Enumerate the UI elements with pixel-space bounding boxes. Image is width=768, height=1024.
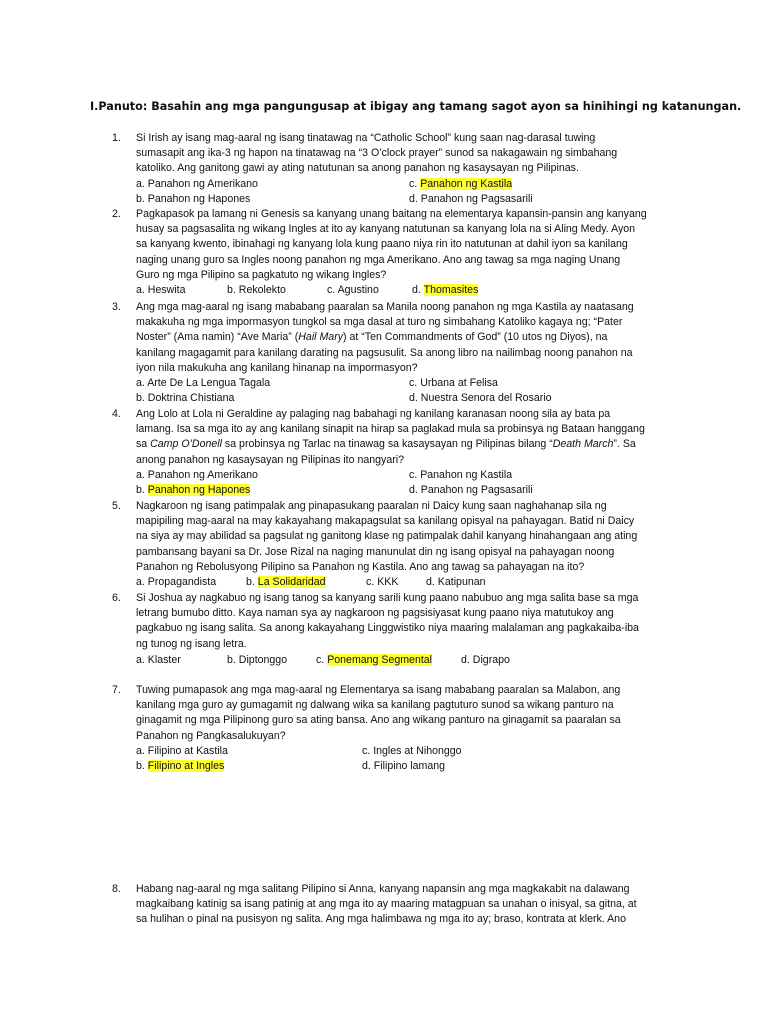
question-stem (136, 131, 692, 177)
option-d[interactable]: d. Filipino lamang (362, 760, 446, 772)
stem-line: lamang. Isa sa mga ito ay ang kanilang sinapit na hirap sa paglakad mula sa probinsya ng Bataan hanggang (136, 423, 645, 436)
stem-line: mapipiling mag-aaral na may kakayahang makapagsulat sa kanilang opisyal na pahayagan. Batid ni Daicy (136, 515, 635, 528)
stem-line: Ang Lolo at Lola ni Geraldine ay palaging nag babahagi ng kanilang karanasan noong sila ay bata pa (136, 408, 611, 420)
option-b[interactable]: b. La Solidaridad (246, 576, 326, 589)
answer-options (136, 376, 692, 406)
question-8 (112, 882, 692, 928)
answer-options (136, 283, 692, 298)
stem-line: Noster” (Ama namin) “Ave Maria” (Hail Mary) at “Ten Commandments of God” (10 utos ng Diyos), na (136, 331, 608, 344)
question-stem (136, 591, 692, 652)
stem-line: sa hulihan o pinal na pusisyon ng salita. Ang mga halimbawa ng mga ito ay; braso, kontrata at klerk. Ano (136, 913, 626, 926)
question-4 (112, 407, 692, 498)
stem-line: Habang nag-aaral ng mga salitang Pilipino si Anna, kanyang napansin ang mga magkakabit na dalawang (136, 883, 630, 895)
option-c[interactable]: c. Panahon ng Kastila (409, 468, 513, 481)
stem-line: sumasapit ang ika-3 ng hapon na tinatawag na “3 O’clock prayer” sunod sa nakagawain ng simbahang (136, 147, 618, 160)
stem-line: iyon nila makukuha ang kanilang hinanap na impormasyon? (136, 361, 418, 374)
option-b[interactable]: b. Rekolekto (227, 284, 286, 297)
question-number: 5. (112, 500, 121, 512)
option-b[interactable]: b. Panahon ng Hapones (136, 192, 251, 205)
instructions-heading: I.Panuto: Basahin ang mga pangungusap at ibigay ang tamang sagot ayon sa hinihingi ng katanungan. (90, 100, 742, 113)
option-b[interactable]: b. Diptonggo (227, 653, 288, 666)
option-c[interactable]: c. Urbana at Felisa (409, 377, 498, 390)
option-c[interactable]: c. Ingles at Nihonggo (362, 744, 462, 757)
stem-line: Panahon ng Rebolusyong Pilipino sa Panahon ng Kastila. Ano ang tawag sa pahayagan na ito? (136, 560, 585, 573)
stem-line: kanilang mga guro ay gumagamit ng dalwang wika sa kanilang pagtuturo sunod sa wikang panturo na (136, 699, 614, 712)
stem-line: naging unang guro sa Ingles noong panahon ng mga Amerikano. Ano ang tawag sa mga naging Unang (136, 253, 621, 266)
stem-line: makakuha ng mga impormasyon tungkol sa mga dasal at turo ng simbahang Katoliko kagaya ng; “Pater (136, 316, 623, 329)
question-7 (112, 683, 692, 774)
stem-line: sa kanyang kwento, ibinahagi ng kanyang lola kung paano niya rin ito natutunan at dahil iyon sa kanilang (136, 238, 628, 251)
correct-answer-highlight: Thomasites (423, 284, 479, 297)
stem-line: husay sa pagsasalita ng wikang Ingles at ito ay kanyang natutunan sa kanyang lola na si Aling Medy. Ayon (136, 223, 636, 236)
option-d[interactable]: d. Thomasites (412, 284, 479, 297)
question-2 (112, 207, 692, 298)
question-stem (136, 499, 692, 575)
question-1 (112, 131, 692, 207)
stem-line: magkaibang katinig sa isang patinig at ang mga ito ay maaring matagpuan sa unahan o inisyal, sa gitna, at (136, 898, 637, 911)
stem-line: Pagkapasok pa lamang ni Genesis sa kanyang unang baitang na elementarya kapansin-pansin ang kanyang (136, 208, 647, 220)
option-a[interactable]: a. Arte De La Lengua Tagala (136, 377, 271, 390)
answer-options (136, 177, 692, 207)
option-b[interactable]: b. Panahon ng Hapones (136, 484, 251, 496)
question-stem (136, 207, 692, 283)
correct-answer-highlight: Panahon ng Hapones (147, 484, 251, 496)
option-d[interactable]: d. Nuestra Senora del Rosario (409, 392, 552, 405)
question-stem (136, 882, 692, 928)
stem-line: letrang bumubo ditto. Kaya naman sya ay nagkaroon ng pagsisiyasat kung paano niya matutukoy ang (136, 607, 614, 620)
option-a[interactable]: a. Propagandista (136, 576, 217, 589)
stem-line: pambansang bayani sa Dr. Jose Rizal na naging manunulat din ng isang opisyal na pahayagan noong (136, 545, 615, 558)
answer-options (136, 575, 692, 590)
stem-line: ng tunog ng isang letra. (136, 637, 247, 650)
option-c[interactable]: c. Panahon ng Kastila (409, 177, 513, 190)
stem-line: pagkabuo ng isang salita. Sa anong kakayahang Linggwistiko niya maaring malalaman ang pagkakaiba-iba (136, 622, 639, 635)
question-stem (136, 300, 692, 376)
question-5 (112, 499, 692, 590)
question-number: 2. (112, 208, 121, 220)
answer-options (136, 468, 692, 498)
option-a[interactable]: a. Klaster (136, 653, 181, 666)
correct-answer-highlight: Filipino at Ingles (147, 760, 225, 772)
stem-line: Ang mga mag-aaral ng isang mababang paaralan sa Manila noong panahon ng mga Kastila ay naatasang (136, 301, 634, 313)
option-b[interactable]: b. Doktrina Chistiana (136, 392, 235, 405)
stem-line: ginagamit ng mga Pilipinong guro sa ating bansa. Ano ang wikang panturo na ginagamit sa paaralan sa (136, 714, 621, 727)
option-a[interactable]: a. Panahon ng Amerikano (136, 468, 258, 481)
option-d[interactable]: d. Digrapo (461, 653, 510, 666)
stem-line: Si Joshua ay nagkabuo ng isang tanog sa kanyang sarili kung paano nabubuo ang mga salita base sa mga (136, 592, 639, 604)
question-stem (136, 407, 692, 468)
stem-line: Guro ng mga Pilipino sa pagkatuto ng wikang Ingles? (136, 268, 387, 281)
option-d[interactable]: d. Panahon ng Pagsasarili (409, 484, 533, 496)
option-c[interactable]: c. Ponemang Segmental (316, 653, 433, 666)
option-c[interactable]: c. KKK (366, 576, 399, 589)
stem-line: Panahon ng Pangkasalukuyan? (136, 729, 286, 742)
stem-line: Nagkaroon ng isang patimpalak ang pinapasukang paaralan ni Daicy kung saan naghahanap sila ng (136, 500, 607, 512)
question-3 (112, 300, 692, 406)
correct-answer-highlight: Ponemang Segmental (327, 653, 433, 666)
correct-answer-highlight: Panahon ng Kastila (420, 177, 513, 190)
question-number: 1. (112, 132, 121, 144)
question-number: 8. (112, 883, 121, 895)
question-number: 6. (112, 592, 121, 604)
question-number: 7. (112, 684, 121, 696)
option-a[interactable]: a. Filipino at Kastila (136, 744, 228, 757)
answer-options (136, 653, 692, 668)
question-6 (112, 591, 692, 668)
option-c[interactable]: c. Agustino (327, 284, 379, 297)
question-number: 4. (112, 408, 121, 420)
correct-answer-highlight: La Solidaridad (257, 576, 326, 589)
stem-line: Si Irish ay isang mag-aaral ng isang tinatawag na “Catholic School” kung saan nag-darasal tuwing (136, 132, 596, 144)
answer-options (136, 744, 692, 774)
option-d[interactable]: d. Katipunan (426, 576, 486, 589)
stem-line: sa Camp O’Donell sa probinsya ng Tarlac na tinawag sa kasaysayan ng Pilipinas bilang “Death March”. Sa (136, 438, 636, 451)
option-a[interactable]: a. Heswita (136, 284, 186, 297)
stem-line: Tuwing pumapasok ang mga mag-aaral ng Elementarya sa isang mababang paaralan sa Malabon, ang (136, 684, 621, 696)
stem-line: kanilang magagamit para kanilang darating na pagsusulit. Sa anong libro na nailimbag noong panahon na (136, 346, 633, 359)
question-number: 3. (112, 301, 121, 313)
stem-line: na siya ay may abilidad sa pagsulat ng ganitong klase ng patimpalak dahil kanyang hinahangaan ang ating (136, 530, 638, 543)
question-stem (136, 683, 692, 744)
stem-line: katoliko. Ang ganitong gawi ay ating natutunan sa anong panahon ng kasaysayan ng Pilipinas. (136, 162, 579, 175)
option-a[interactable]: a. Panahon ng Amerikano (136, 177, 258, 190)
option-b[interactable]: b. Filipino at Ingles (136, 760, 225, 772)
stem-line: anong panahon ng kasaysayan ng Pilipinas ito nangyari? (136, 453, 404, 466)
option-d[interactable]: d. Panahon ng Pagsasarili (409, 192, 533, 205)
